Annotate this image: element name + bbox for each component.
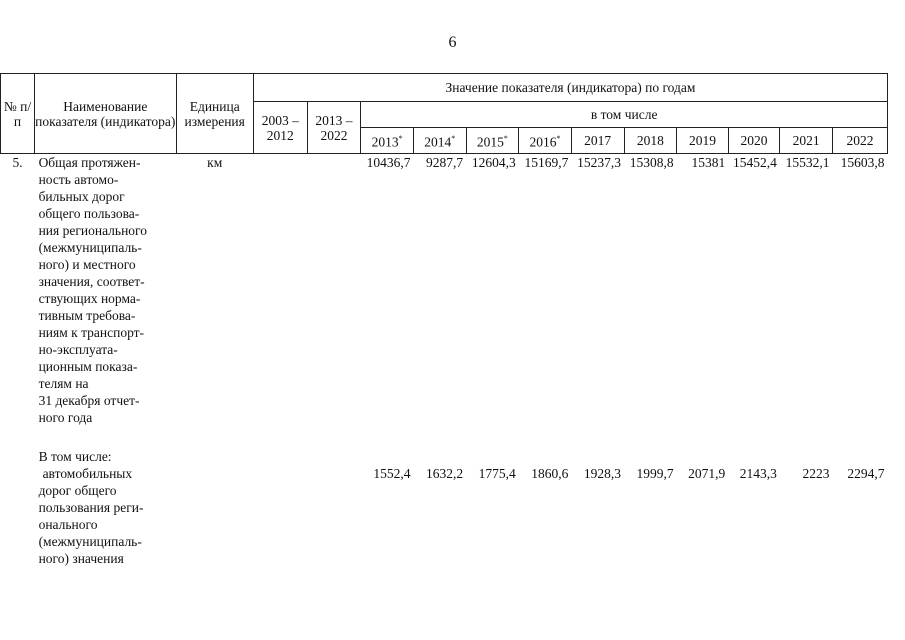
- value-2013: 10436,7: [366, 155, 411, 170]
- indicator-name-line: ность автомо-: [38, 172, 119, 187]
- col-name-header: [35, 74, 176, 154]
- period-2013-2022-value: [307, 426, 361, 567]
- col-unit-header: [176, 74, 253, 154]
- period-2013-2022-value: [307, 154, 361, 427]
- period-2013-2022: 2013 – 2022: [307, 102, 361, 154]
- year-header-2015: [466, 128, 519, 154]
- year-header-2022: [833, 128, 888, 154]
- indicator-name: [35, 426, 176, 567]
- indicator-name-line: онального: [38, 517, 98, 532]
- row-number: 5.: [12, 155, 23, 170]
- year-header-2020: [728, 128, 780, 154]
- value-2021: 15532,1: [785, 155, 830, 170]
- value-2018: 15308,8: [629, 155, 674, 170]
- year-header-2016: [519, 128, 572, 154]
- value-2021: 2223: [802, 466, 830, 481]
- value-2014: 9287,7: [425, 155, 464, 170]
- year-label: 2019: [688, 133, 716, 148]
- indicator-name-line: Общая протяжен-: [38, 155, 141, 170]
- period-2003-2012-value: [253, 154, 307, 427]
- indicator-name-line: общего пользова-: [38, 206, 140, 221]
- unit-cell: км: [207, 155, 223, 170]
- indicator-name-line: пользования реги-: [38, 500, 144, 515]
- name-label: Наименование показателя (индикатора): [35, 98, 176, 129]
- year-label: 2022: [846, 133, 874, 148]
- value-2014: 1632,2: [425, 466, 464, 481]
- period-2003-2012: 2003 – 2012: [253, 102, 307, 154]
- value-2017: 15237,3: [577, 155, 621, 170]
- footnote-mark: *: [556, 134, 561, 144]
- col-no-header: [1, 74, 35, 154]
- indicator-name-line: ствующих норма-: [38, 291, 141, 306]
- indicator-name-line: 31 декабря отчет-: [38, 393, 140, 408]
- values-by-years-header: Значение показателя (индикатора) по годам: [253, 74, 887, 102]
- indicator-name-line: дорог общего: [38, 483, 117, 498]
- unit-cell: [176, 426, 253, 567]
- unit-label: Единица измерения: [184, 98, 245, 129]
- value-2022: 2294,7: [847, 466, 885, 481]
- year-header-2014: [413, 128, 466, 154]
- indicator-table: [0, 73, 888, 567]
- value-2019: 15381: [691, 155, 726, 170]
- indicator-name-line: автомобильных: [42, 466, 133, 481]
- value-2018: 1999,7: [636, 466, 674, 481]
- value-2015: 1775,4: [478, 466, 516, 481]
- indicator-name-line: (межмуниципаль-: [38, 240, 142, 255]
- indicator-name-line: но-эксплуата-: [38, 342, 118, 357]
- indicator-name-line: ного) и местного: [38, 257, 136, 272]
- year-header-2013: [361, 128, 414, 154]
- row-number: [1, 426, 35, 567]
- year-header-2021: [780, 128, 833, 154]
- year-label: 2017: [584, 133, 612, 148]
- year-header-2019: [677, 128, 729, 154]
- year-label: 2020: [740, 133, 768, 148]
- value-2022: 15603,8: [840, 155, 885, 170]
- year-header-2018: [624, 128, 677, 154]
- value-2016: 1860,6: [531, 466, 569, 481]
- indicator-name-line: тивным требова-: [38, 308, 136, 323]
- value-2013: 1552,4: [373, 466, 411, 481]
- including-intro: В том числе:: [38, 449, 112, 464]
- indicator-name: [35, 154, 176, 427]
- indicator-name-line: бильных дорог: [38, 189, 125, 204]
- no-label: № п/п: [3, 98, 32, 129]
- table-row: [1, 426, 888, 567]
- indicator-name-line: ного) значения: [38, 551, 124, 566]
- period-2003-2012-value: [253, 426, 307, 567]
- value-2019: 2071,9: [688, 466, 726, 481]
- table-row: [1, 154, 888, 427]
- value-2016: 15169,7: [524, 155, 569, 170]
- including-header: в том числе: [361, 102, 888, 128]
- year-label: 2018: [636, 133, 664, 148]
- page-number: 6: [448, 34, 457, 51]
- indicator-name-line: ния регионального: [38, 223, 148, 238]
- footnote-mark: *: [398, 134, 403, 144]
- value-2020: 2143,3: [739, 466, 777, 481]
- footnote-mark: *: [451, 134, 456, 144]
- year-label: 2021: [792, 133, 820, 148]
- year-label: 2013: [371, 134, 399, 150]
- indicator-name-line: ционным показа-: [38, 359, 138, 374]
- indicator-name-line: телям на: [38, 376, 89, 391]
- indicator-name-line: ного года: [38, 410, 93, 425]
- year-label: 2015: [476, 134, 504, 150]
- value-2015: 12604,3: [471, 155, 516, 170]
- value-2020: 15452,4: [732, 155, 777, 170]
- footnote-mark: *: [503, 134, 508, 144]
- year-header-2017: [571, 128, 624, 154]
- year-label: 2016: [529, 134, 557, 150]
- value-2017: 1928,3: [583, 466, 621, 481]
- indicator-name-line: ниям к транспорт-: [38, 325, 145, 340]
- indicator-name-line: (межмуниципаль-: [38, 534, 142, 549]
- year-label: 2014: [424, 134, 452, 150]
- indicator-name-line: значения, соответ-: [38, 274, 145, 289]
